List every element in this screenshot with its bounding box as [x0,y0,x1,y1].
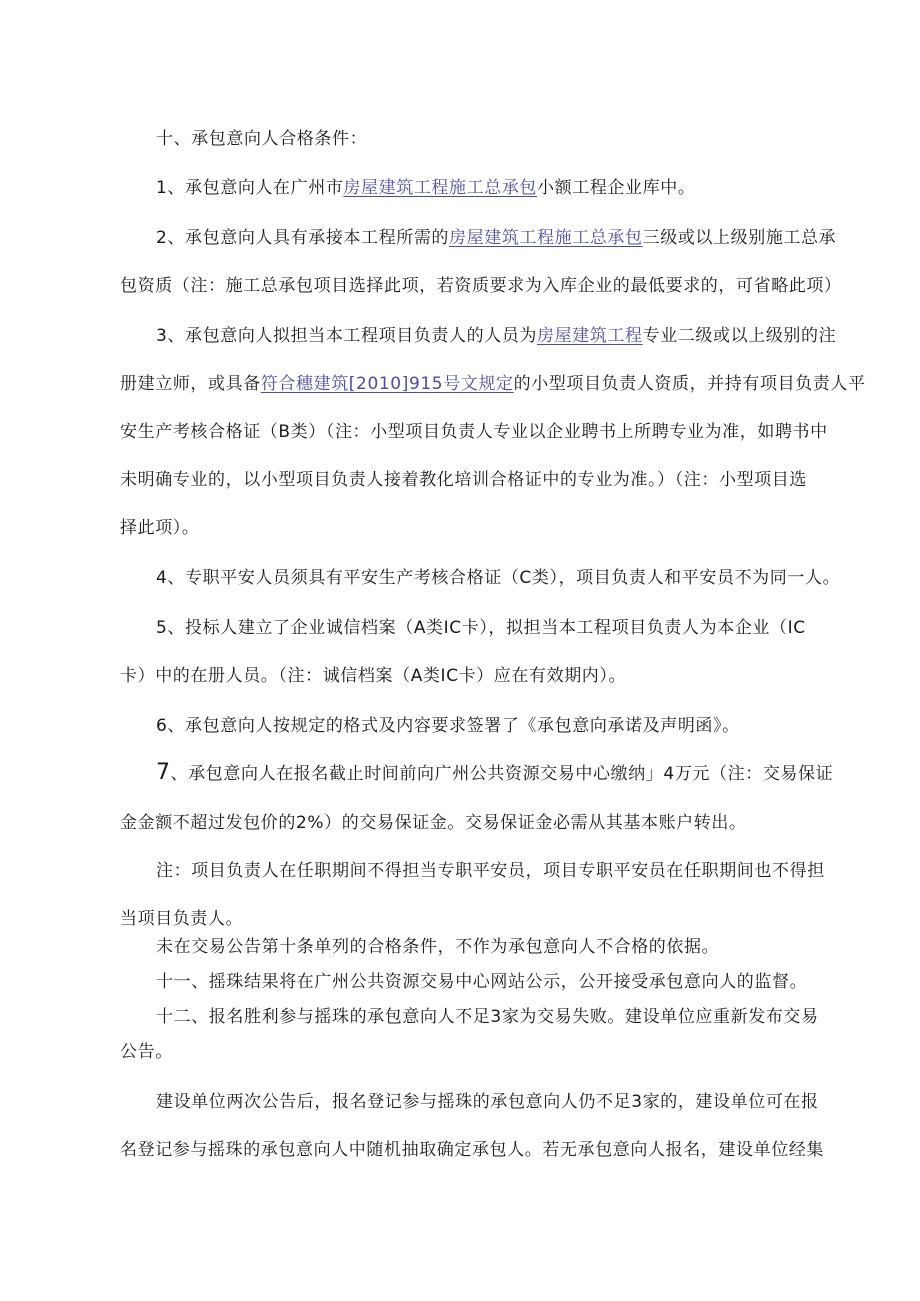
section-10-heading: 十、承包意向人合格条件： [156,129,368,149]
item-3-line-3: 安生产考核合格证（B类）（注：小型项目负责人专业以企业聘书上所聘专业为准，如聘书中 [120,422,828,442]
qualification-link[interactable]: 房屋建筑工程施工总承包 [343,178,538,198]
item-5: 5、投标人建立了企业诚信档案（A类IC卡），拟担当本工程项目负责人为本企业（IC [156,618,806,638]
item-3-text: 册建立师，或具备 [120,374,261,394]
qualification-link[interactable]: 房屋建筑工程施工总承包 [449,228,643,248]
item-3-text-tail: 专业二级或以上级别的注 [642,326,837,346]
item-3-line-4: 未明确专业的，以小型项目负责人接着教化培训合格证中的专业为准。）（注：小型项目选 [120,470,807,490]
regulation-link[interactable]: 符合穗建筑[2010]915号文规定 [260,374,514,394]
item-1-text: 1、承包意向人在广州市 [156,178,344,198]
item-1 [156,177,695,199]
note-continued: 当项目负责人。 [120,909,244,929]
item-2-continued: 包资质（注：施工总承包项目选择此项，若资质要求为入库企业的最低要求的，可省略此项） [120,276,842,296]
item-7 [156,762,833,785]
item-3-line-2 [120,373,866,395]
final-paragraph-continued: 名登记参与摇珠的承包意向人中随机抽取确定承包人。若无承包意向人报名，建设单位经集 [120,1140,824,1160]
item-2-text-tail: 三级或以上级别施工总承 [642,228,837,248]
final-paragraph: 建设单位两次公告后，报名登记参与摇珠的承包意向人仍不足3家的，建设单位可在报 [156,1092,819,1112]
item-7-text: 、承包意向人在报名截止时间前向广州公共资源交易中心缴纳」4万元（注：交易保证 [170,764,834,784]
item-3-line-5: 择此项）。 [120,518,200,538]
item-3 [156,325,836,347]
item-5-continued: 卡）中的在册人员。（注：诚信档案（A类IC卡）应在有效期内）。 [120,666,627,686]
item-4: 4、专职平安人员须具有平安生产考核合格证（C类），项目负责人和平安员不为同一人。 [156,568,841,588]
section-12-continued: 公告。 [120,1042,173,1062]
item-3-text-tail: 的小型项目负责人资质，并持有项目负责人平 [513,374,866,394]
item-2-text: 2、承包意向人具有承接本工程所需的 [156,228,450,248]
item-2 [156,227,836,249]
specialty-link[interactable]: 房屋建筑工程 [537,326,643,346]
note: 注：项目负责人在任职期间不得担当专职平安员，项目专职平安员在任职期间也不得担 [156,861,825,881]
item-3-text: 3、承包意向人拟担当本工程项目负责人的人员为 [156,326,538,346]
item-1-text-tail: 小额工程企业库中。 [537,178,696,198]
section-12: 十二、报名胜利参与摇珠的承包意向人不足3家为交易失败。建设单位应重新发布交易 [156,1007,819,1027]
section-11: 十一、摇珠结果将在广州公共资源交易中心网站公示，公开接受承包意向人的监督。 [156,972,808,992]
unlisted-conditions: 未在交易公告第十条单列的合格条件，不作为承包意向人不合格的依据。 [156,937,720,957]
item-6: 6、承包意向人按规定的格式及内容要求签署了《承包意向承诺及声明函》。 [156,716,740,736]
item-7-continued: 金金额不超过发包价的2%）的交易保证金。交易保证金必需从其基本账户转出。 [120,813,747,833]
item-7-number: 7 [156,760,171,785]
